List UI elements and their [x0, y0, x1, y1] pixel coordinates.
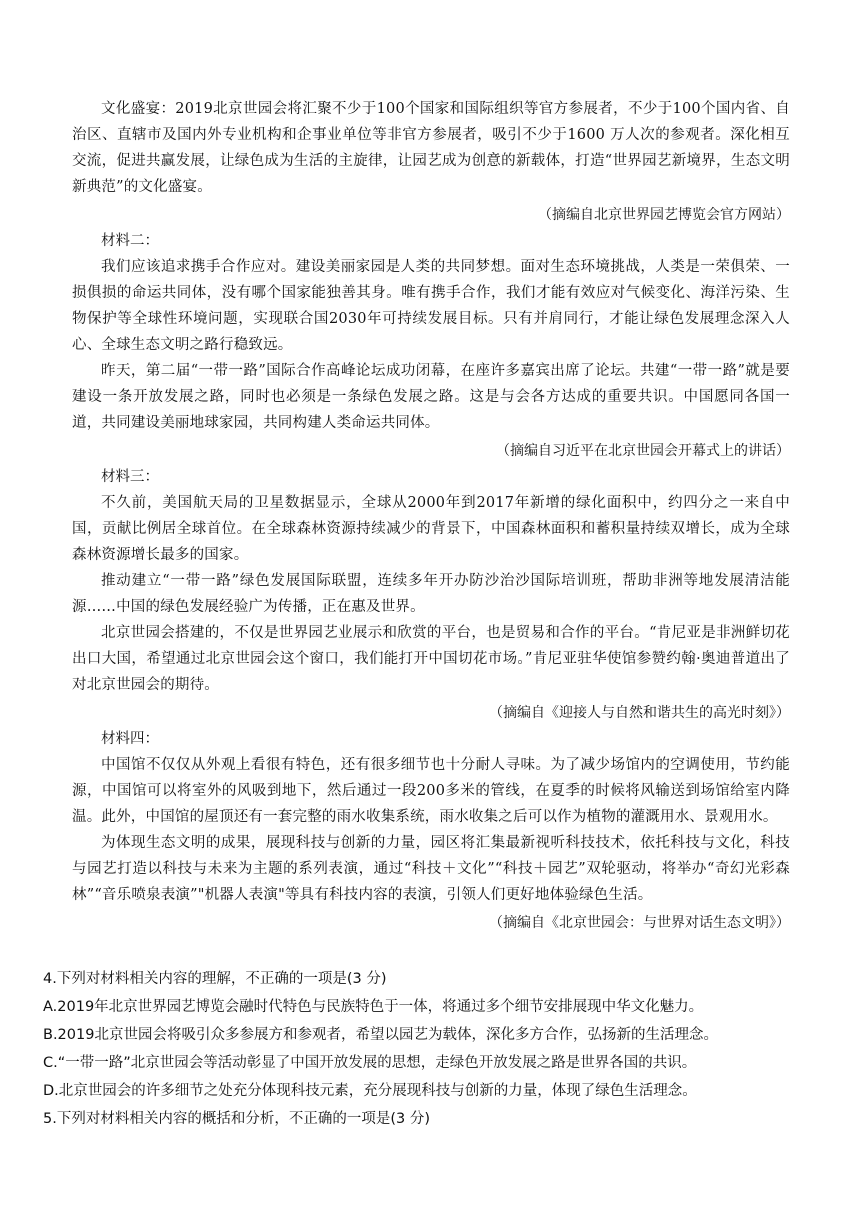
question-5-stem: 5.下列对材料相关内容的概括和分析，不正确的一项是(3 分) — [43, 1111, 430, 1127]
material-1-source: （摘编自北京世界园艺博览会官方网站） — [538, 207, 790, 223]
reading-materials — [72, 96, 790, 936]
material-3-paragraph: 推动建立“一带一路”绿色发展国际联盟，连续多年开办防沙治沙国际培训班，帮助非洲等地发展清洁能源……中国的绿色发展经验广为传播，正在惠及世界。 — [72, 573, 790, 615]
material-4-source: （摘编自《北京世园会：与世界对话生态文明》） — [489, 915, 790, 931]
material-3-paragraph: 不久前，美国航天局的卫星数据显示，全球从2000年到2017年新增的绿化面积中，约四分之一来自中国，贡献比例居全球首位。在全球森林资源持续减少的背景下，中国森林面积和蓄积量持续双增长，成为全球森林资源增长最多的国家。 — [72, 495, 790, 563]
material-3-label: 材料三： — [101, 469, 159, 485]
question-4-option-b: B.2019北京世园会将吸引众多参展方和参观者，希望以园艺为载体，深化多方合作，弘扬新的生活理念。 — [43, 1027, 718, 1043]
material-2-paragraph: 我们应该追求携手合作应对。建设美丽家园是人类的共同梦想。面对生态环境挑战，人类是一荣俱荣、一损俱损的命运共同体，没有哪个国家能独善其身。唯有携手合作，我们才能有效应对气候变化、海洋污染、生物保护等全球性环境问题，实现联合国2030年可持续发展目标。只有并肩同行，才能让绿色发展理念深入人心、全球生态文明之路行稳致远。 — [72, 259, 790, 353]
material-2-label: 材料二： — [101, 233, 159, 249]
material-1-paragraph: 文化盛宴：2019北京世园会将汇聚不少于100个国家和国际组织等官方参展者，不少于100个国内省、自治区、直辖市及国内外专业机构和企事业单位等非官方参展者，吸引不少于1600 万人次的参观者。深化相互交流，促进共赢发展，让绿色成为生活的主旋律，让园艺成为创意的新载体，打造“世界园艺新境界，生态文明新典范”的文化盛宴。 — [72, 101, 790, 195]
material-4-paragraph: 为体现生态文明的成果，展现科技与创新的力量，园区将汇集最新视听科技技术，依托科技与文化，科技与园艺打造以科技与未来为主题的系列表演，通过“科技＋文化”“科技＋园艺”双轮驱动，将举办“奇幻光彩森林”“音乐喷泉表演”"机器人表演"等具有科技内容的表演，引领人们更好地体验绿色生活。 — [72, 835, 790, 903]
material-3-paragraph: 北京世园会搭建的，不仅是世界园艺业展示和欣赏的平台，也是贸易和合作的平台。“肯尼亚是非洲鲜切花出口大国，希望通过北京世园会这个窗口，我们能打开中国切花市场。”肯尼亚驻华使馆参赞约翰·奥迪普道出了对北京世园会的期待。 — [72, 625, 790, 693]
material-2-source: （摘编自习近平在北京世园会开幕式上的讲话） — [496, 443, 790, 459]
question-4-option-a: A.2019年北京世界园艺博览会融时代特色与民族特色于一体，将通过多个细节安排展现中华文化魅力。 — [43, 999, 704, 1015]
material-4-label: 材料四： — [101, 731, 159, 747]
question-section — [43, 965, 803, 1133]
question-4-option-c: C.“一带一路”北京世园会等活动彰显了中国开放发展的思想，走绿色开放发展之路是世界各国的共识。 — [43, 1055, 697, 1071]
question-4-stem: 4.下列对材料相关内容的理解，不正确的一项是(3 分) — [43, 971, 387, 987]
question-4-option-d: D.北京世园会的许多细节之处充分体现科技元素，充分展现科技与创新的力量，体现了绿色生活理念。 — [43, 1083, 697, 1099]
material-4-paragraph: 中国馆不仅仅从外观上看很有特色，还有很多细节也十分耐人寻味。为了减少场馆内的空调使用，节约能源，中国馆可以将室外的风吸到地下，然后通过一段200多米的管线，在夏季的时候将风输送到场馆给室内降温。此外，中国馆的屋顶还有一套完整的雨水收集系统，雨水收集之后可以作为植物的灌溉用水、景观用水。 — [72, 757, 790, 825]
material-2-paragraph: 昨天，第二届“一带一路”国际合作高峰论坛成功闭幕，在座许多嘉宾出席了论坛。共建“一带一路”就是要建设一条开放发展之路，同时也必须是一条绿色发展之路。这是与会各方达成的重要共识。中国愿同各国一道，共同建设美丽地球家园，共同构建人类命运共同体。 — [72, 363, 790, 431]
material-3-source: （摘编自《迎接人与自然和谐共生的高光时刻》） — [489, 705, 790, 721]
